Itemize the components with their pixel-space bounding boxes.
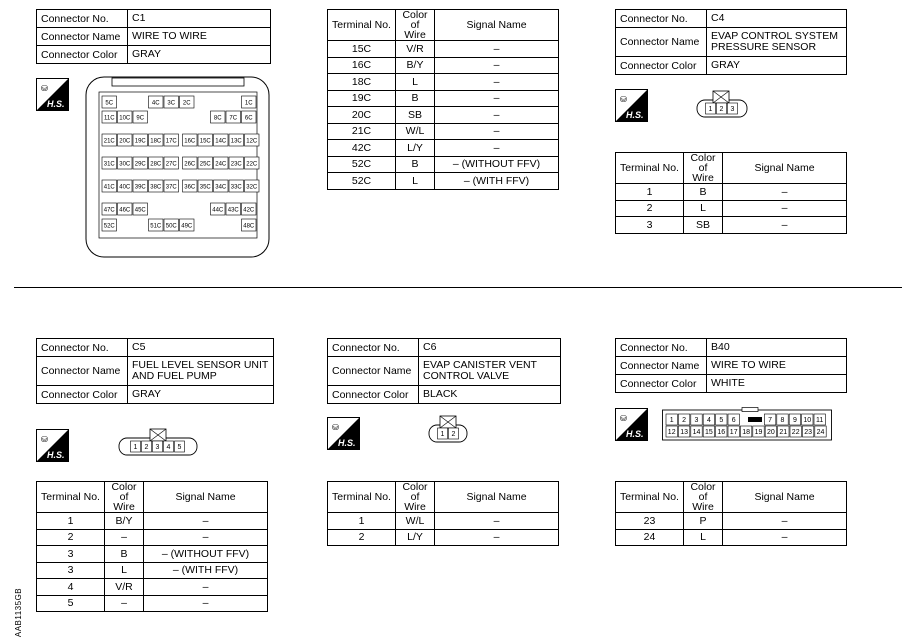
label-connector-color: Connector Color [616, 57, 707, 75]
header-terminal-no: Terminal No. [616, 482, 684, 513]
signal-name-cell: – [435, 107, 559, 124]
label-connector-name: Connector Name [37, 357, 128, 386]
pin-label: 37C [165, 184, 177, 191]
label-connector-color: Connector Color [37, 386, 128, 404]
pin-label: 2 [682, 416, 687, 424]
wire-color-cell: L [396, 74, 435, 91]
pin-label: 2 [144, 443, 149, 451]
label-connector-color: Connector Color [328, 386, 419, 404]
pin-label: 11 [816, 416, 824, 424]
table-row [616, 200, 847, 217]
signal-name-cell: – [723, 217, 847, 234]
header-signal-name: Signal Name [723, 153, 847, 184]
pin-label: 15 [705, 428, 713, 436]
terminal-no-cell: 2 [37, 529, 105, 546]
c1-info-table [36, 9, 271, 64]
pin-label: 51C [150, 223, 162, 230]
table-row [328, 529, 559, 546]
header-signal-name: Signal Name [144, 482, 268, 513]
c5-terminal-table [36, 481, 268, 612]
pin-label: 13C [230, 138, 242, 145]
table-row [37, 529, 268, 546]
header-signal-name: Signal Name [435, 482, 559, 513]
pin-label: 25C [199, 161, 211, 168]
pin-label: 6 [731, 416, 736, 424]
signal-name-cell: – [723, 529, 847, 546]
header-terminal-no: Terminal No. [328, 10, 396, 41]
c5-connector-name: FUEL LEVEL SENSOR UNIT AND FUEL PUMP [128, 357, 274, 386]
header-color-of-wire: Color of Wire [105, 482, 144, 513]
pin-label: 2C [182, 100, 191, 107]
pin-label: 5 [719, 416, 724, 424]
wire-color-cell: L [105, 562, 144, 579]
c1-terminal-table [327, 9, 559, 190]
pin-label: 45C [134, 207, 146, 214]
c6-connector-no: C6 [419, 339, 561, 357]
pin-label: 17C [165, 138, 177, 145]
pin-label: 22 [791, 428, 800, 436]
terminal-no-cell: 42C [328, 140, 396, 157]
label-connector-no: Connector No. [616, 339, 707, 357]
svg-text:H.S.: H.S. [626, 429, 644, 439]
pin-label: 24 [816, 428, 825, 436]
pin-label: 8 [780, 416, 785, 424]
pin-label: 22C [246, 161, 258, 168]
pin-label: 20 [767, 428, 775, 436]
table-row [616, 529, 847, 546]
terminal-no-cell: 15C [328, 41, 396, 58]
terminal-no-cell: 24 [616, 529, 684, 546]
signal-name-cell: – [723, 200, 847, 217]
table-row [37, 579, 268, 596]
wire-color-cell: B [396, 90, 435, 107]
pin-label: 31C [103, 161, 115, 168]
header-signal-name: Signal Name [435, 10, 559, 41]
pin-label: 26C [184, 161, 196, 168]
terminal-no-cell: 3 [616, 217, 684, 234]
wire-color-cell: – [105, 529, 144, 546]
wire-color-cell: L/Y [396, 140, 435, 157]
table-row [328, 140, 559, 157]
wire-color-cell: B [396, 156, 435, 173]
table-row [328, 57, 559, 74]
hs-icon [615, 408, 648, 441]
pin-label: 14C [215, 138, 227, 145]
c6-info-table [327, 338, 561, 404]
pin-label: 15C [199, 138, 211, 145]
pin-label: 3C [167, 100, 176, 107]
wire-color-cell: W/L [396, 123, 435, 140]
header-signal-name: Signal Name [723, 482, 847, 513]
pin-label: 35C [199, 184, 211, 191]
header-terminal-no: Terminal No. [616, 153, 684, 184]
terminal-no-cell: 1 [37, 513, 105, 530]
pin-label: 40C [119, 184, 131, 191]
signal-name-cell: – [435, 74, 559, 91]
pin-label: 9C [136, 115, 145, 122]
wire-color-cell: B [684, 184, 723, 201]
pin-label: 50C [165, 223, 177, 230]
pin-label: 7 [768, 416, 773, 424]
signal-name-cell: – [435, 513, 559, 530]
signal-name-cell: – [435, 123, 559, 140]
pin-label: 20C [119, 138, 131, 145]
signal-name-cell: – [144, 513, 268, 530]
table-row [328, 107, 559, 124]
svg-text:⛁: ⛁ [41, 435, 48, 444]
pin-label: 16C [184, 138, 196, 145]
b40-connector-name: WIRE TO WIRE [707, 357, 847, 375]
c6-connector-face [428, 415, 468, 443]
wire-color-cell: L [684, 200, 723, 217]
table-row [328, 41, 559, 58]
table-row [328, 123, 559, 140]
signal-name-cell: – (WITHOUT FFV) [144, 546, 268, 563]
pin-label: 10C [119, 115, 131, 122]
pin-label: 14 [692, 428, 701, 436]
pin-label: 5 [177, 443, 182, 451]
terminal-no-cell: 3 [37, 546, 105, 563]
label-connector-no: Connector No. [37, 10, 128, 28]
pin-label: 16 [717, 428, 726, 436]
svg-text:⛁: ⛁ [332, 423, 339, 432]
table-row [328, 74, 559, 91]
header-terminal-no: Terminal No. [328, 482, 396, 513]
pin-label: 27C [165, 161, 177, 168]
pin-label: 3 [730, 105, 735, 113]
hs-icon [36, 78, 69, 111]
pin-label: 32C [246, 184, 258, 191]
terminal-no-cell: 1 [616, 184, 684, 201]
terminal-no-cell: 21C [328, 123, 396, 140]
hs-icon [36, 429, 69, 462]
wire-color-cell: – [105, 595, 144, 612]
pin-label: 3 [694, 416, 699, 424]
pin-label: 30C [119, 161, 131, 168]
table-row [37, 595, 268, 612]
pin-label: 19C [134, 138, 146, 145]
figure-code: AAB1135GB [14, 587, 24, 638]
label-connector-name: Connector Name [616, 357, 707, 375]
pin-label: 13 [680, 428, 688, 436]
label-connector-no: Connector No. [37, 339, 128, 357]
pin-label: 21 [779, 428, 788, 436]
c1-connector-no: C1 [128, 10, 271, 28]
table-row [37, 513, 268, 530]
pin-label: 12C [246, 138, 258, 145]
pin-label: 21C [103, 138, 115, 145]
label-connector-no: Connector No. [328, 339, 419, 357]
c6-terminal-table [327, 481, 559, 546]
signal-name-cell: – (WITH FFV) [144, 562, 268, 579]
c5-info-table [36, 338, 274, 404]
pin-label: 7C [229, 115, 238, 122]
pin-label: 18C [150, 138, 162, 145]
wire-color-cell: L [684, 529, 723, 546]
pin-label: 23 [804, 428, 812, 436]
terminal-no-cell: 5 [37, 595, 105, 612]
signal-name-cell: – [723, 513, 847, 530]
wire-color-cell: L [396, 173, 435, 190]
signal-name-cell: – [723, 184, 847, 201]
hs-icon [327, 417, 360, 450]
header-color-of-wire: Color of Wire [396, 482, 435, 513]
pin-label: 49C [181, 223, 193, 230]
terminal-no-cell: 2 [328, 529, 396, 546]
pin-label: 4 [706, 416, 711, 424]
table-row [328, 90, 559, 107]
pin-label: 2 [719, 105, 724, 113]
signal-name-cell: – [435, 529, 559, 546]
signal-name-cell: – [144, 595, 268, 612]
terminal-no-cell: 52C [328, 156, 396, 173]
pin-label: 44C [212, 207, 224, 214]
signal-name-cell: – [435, 41, 559, 58]
signal-name-cell: – [144, 579, 268, 596]
pin-label: 47C [103, 207, 115, 214]
hs-icon [615, 89, 648, 122]
terminal-no-cell: 3 [37, 562, 105, 579]
pin-label: 18 [742, 428, 750, 436]
pin-label: 52C [103, 223, 115, 230]
pin-label: 24C [215, 161, 227, 168]
pin-label: 29C [134, 161, 146, 168]
table-row [616, 513, 847, 530]
wire-color-cell: SB [684, 217, 723, 234]
label-connector-no: Connector No. [616, 10, 707, 28]
pin-label: 5C [105, 100, 114, 107]
wire-color-cell: B/Y [396, 57, 435, 74]
pin-label: 1 [669, 416, 674, 424]
signal-name-cell: – [435, 57, 559, 74]
svg-text:H.S.: H.S. [338, 438, 356, 448]
wire-color-cell: V/R [105, 579, 144, 596]
pin-label: 34C [215, 184, 227, 191]
table-row [328, 173, 559, 190]
pin-label: 11C [103, 115, 115, 122]
pin-label: 42C [243, 207, 255, 214]
c6-connector-name: EVAP CANISTER VENT CONTROL VALVE [419, 357, 561, 386]
terminal-no-cell: 52C [328, 173, 396, 190]
svg-text:H.S.: H.S. [47, 99, 65, 109]
terminal-no-cell: 1 [328, 513, 396, 530]
pin-label: 38C [150, 184, 162, 191]
label-connector-name: Connector Name [37, 28, 128, 46]
pin-label: 41C [103, 184, 115, 191]
header-color-of-wire: Color of Wire [396, 10, 435, 41]
pin-label: 2 [451, 430, 456, 438]
pin-label: 19 [754, 428, 763, 436]
table-row [616, 184, 847, 201]
c4-pin-row [706, 103, 738, 114]
c4-terminal-table [615, 152, 847, 234]
terminal-no-cell: 4 [37, 579, 105, 596]
pin-label: 12 [667, 428, 676, 436]
terminal-no-cell: 19C [328, 90, 396, 107]
c5-connector-face [118, 428, 198, 456]
pin-label: 10 [803, 416, 812, 424]
c5-connector-color: GRAY [128, 386, 274, 404]
table-row [37, 546, 268, 563]
signal-name-cell: – (WITH FFV) [435, 173, 559, 190]
pin-label: 46C [119, 207, 131, 214]
svg-text:⛁: ⛁ [620, 414, 627, 423]
terminal-no-cell: 16C [328, 57, 396, 74]
pin-label: 8C [213, 115, 222, 122]
c4-info-table [615, 9, 847, 75]
wire-color-cell: L/Y [396, 529, 435, 546]
label-connector-color: Connector Color [616, 375, 707, 393]
pin-label: 9 [792, 416, 797, 424]
terminal-no-cell: 23 [616, 513, 684, 530]
wire-color-cell: P [684, 513, 723, 530]
svg-text:H.S.: H.S. [626, 110, 644, 120]
pin-label: 23C [230, 161, 242, 168]
section-divider [14, 287, 902, 288]
pin-label: 36C [184, 184, 196, 191]
table-row [328, 156, 559, 173]
pin-label: 3 [155, 443, 160, 451]
wire-color-cell: W/L [396, 513, 435, 530]
table-row [616, 217, 847, 234]
b40-connector-no: B40 [707, 339, 847, 357]
c1-connector-color: GRAY [128, 46, 271, 64]
pin-label: 4 [166, 443, 171, 451]
terminal-no-cell: 18C [328, 74, 396, 91]
signal-name-cell: – (WITHOUT FFV) [435, 156, 559, 173]
pin-label: 28C [150, 161, 162, 168]
wire-color-cell: SB [396, 107, 435, 124]
terminal-no-cell: 2 [616, 200, 684, 217]
wire-color-cell: V/R [396, 41, 435, 58]
c4-connector-no: C4 [707, 10, 847, 28]
pin-label: 1 [133, 443, 138, 451]
b40-info-table [615, 338, 847, 393]
label-connector-color: Connector Color [37, 46, 128, 64]
header-color-of-wire: Color of Wire [684, 153, 723, 184]
label-connector-name: Connector Name [328, 357, 419, 386]
table-row [328, 513, 559, 530]
c1-connector-face [85, 76, 270, 258]
label-connector-name: Connector Name [616, 28, 707, 57]
pin-label: 17 [729, 428, 738, 436]
pin-label: 48C [243, 223, 255, 230]
c1-connector-name: WIRE TO WIRE [128, 28, 271, 46]
header-terminal-no: Terminal No. [37, 482, 105, 513]
pin-label: 4C [151, 100, 160, 107]
pin-label: 43C [227, 207, 239, 214]
b40-terminal-table [615, 481, 847, 546]
svg-text:⛁: ⛁ [41, 84, 48, 93]
svg-text:H.S.: H.S. [47, 450, 65, 460]
c6-connector-color: BLACK [419, 386, 561, 404]
signal-name-cell: – [435, 90, 559, 107]
c4-connector-face [696, 90, 748, 118]
pin-label: 33C [230, 184, 242, 191]
c5-pin-row [131, 441, 185, 452]
c4-connector-color: GRAY [707, 57, 847, 75]
pin-label: 39C [134, 184, 146, 191]
wire-color-cell: B/Y [105, 513, 144, 530]
pin-label: 1 [440, 430, 445, 438]
table-row [37, 562, 268, 579]
pin-label: 1C [244, 100, 253, 107]
header-color-of-wire: Color of Wire [684, 482, 723, 513]
terminal-no-cell: 20C [328, 107, 396, 124]
signal-name-cell: – [144, 529, 268, 546]
signal-name-cell: – [435, 140, 559, 157]
wire-color-cell: B [105, 546, 144, 563]
c5-connector-no: C5 [128, 339, 274, 357]
b40-connector-face [662, 407, 832, 441]
pin-label: 6C [244, 115, 253, 122]
c4-connector-name: EVAP CONTROL SYSTEM PRESSURE SENSOR [707, 28, 847, 57]
b40-connector-color: WHITE [707, 375, 847, 393]
svg-text:⛁: ⛁ [620, 95, 627, 104]
pin-label: 1 [708, 105, 713, 113]
